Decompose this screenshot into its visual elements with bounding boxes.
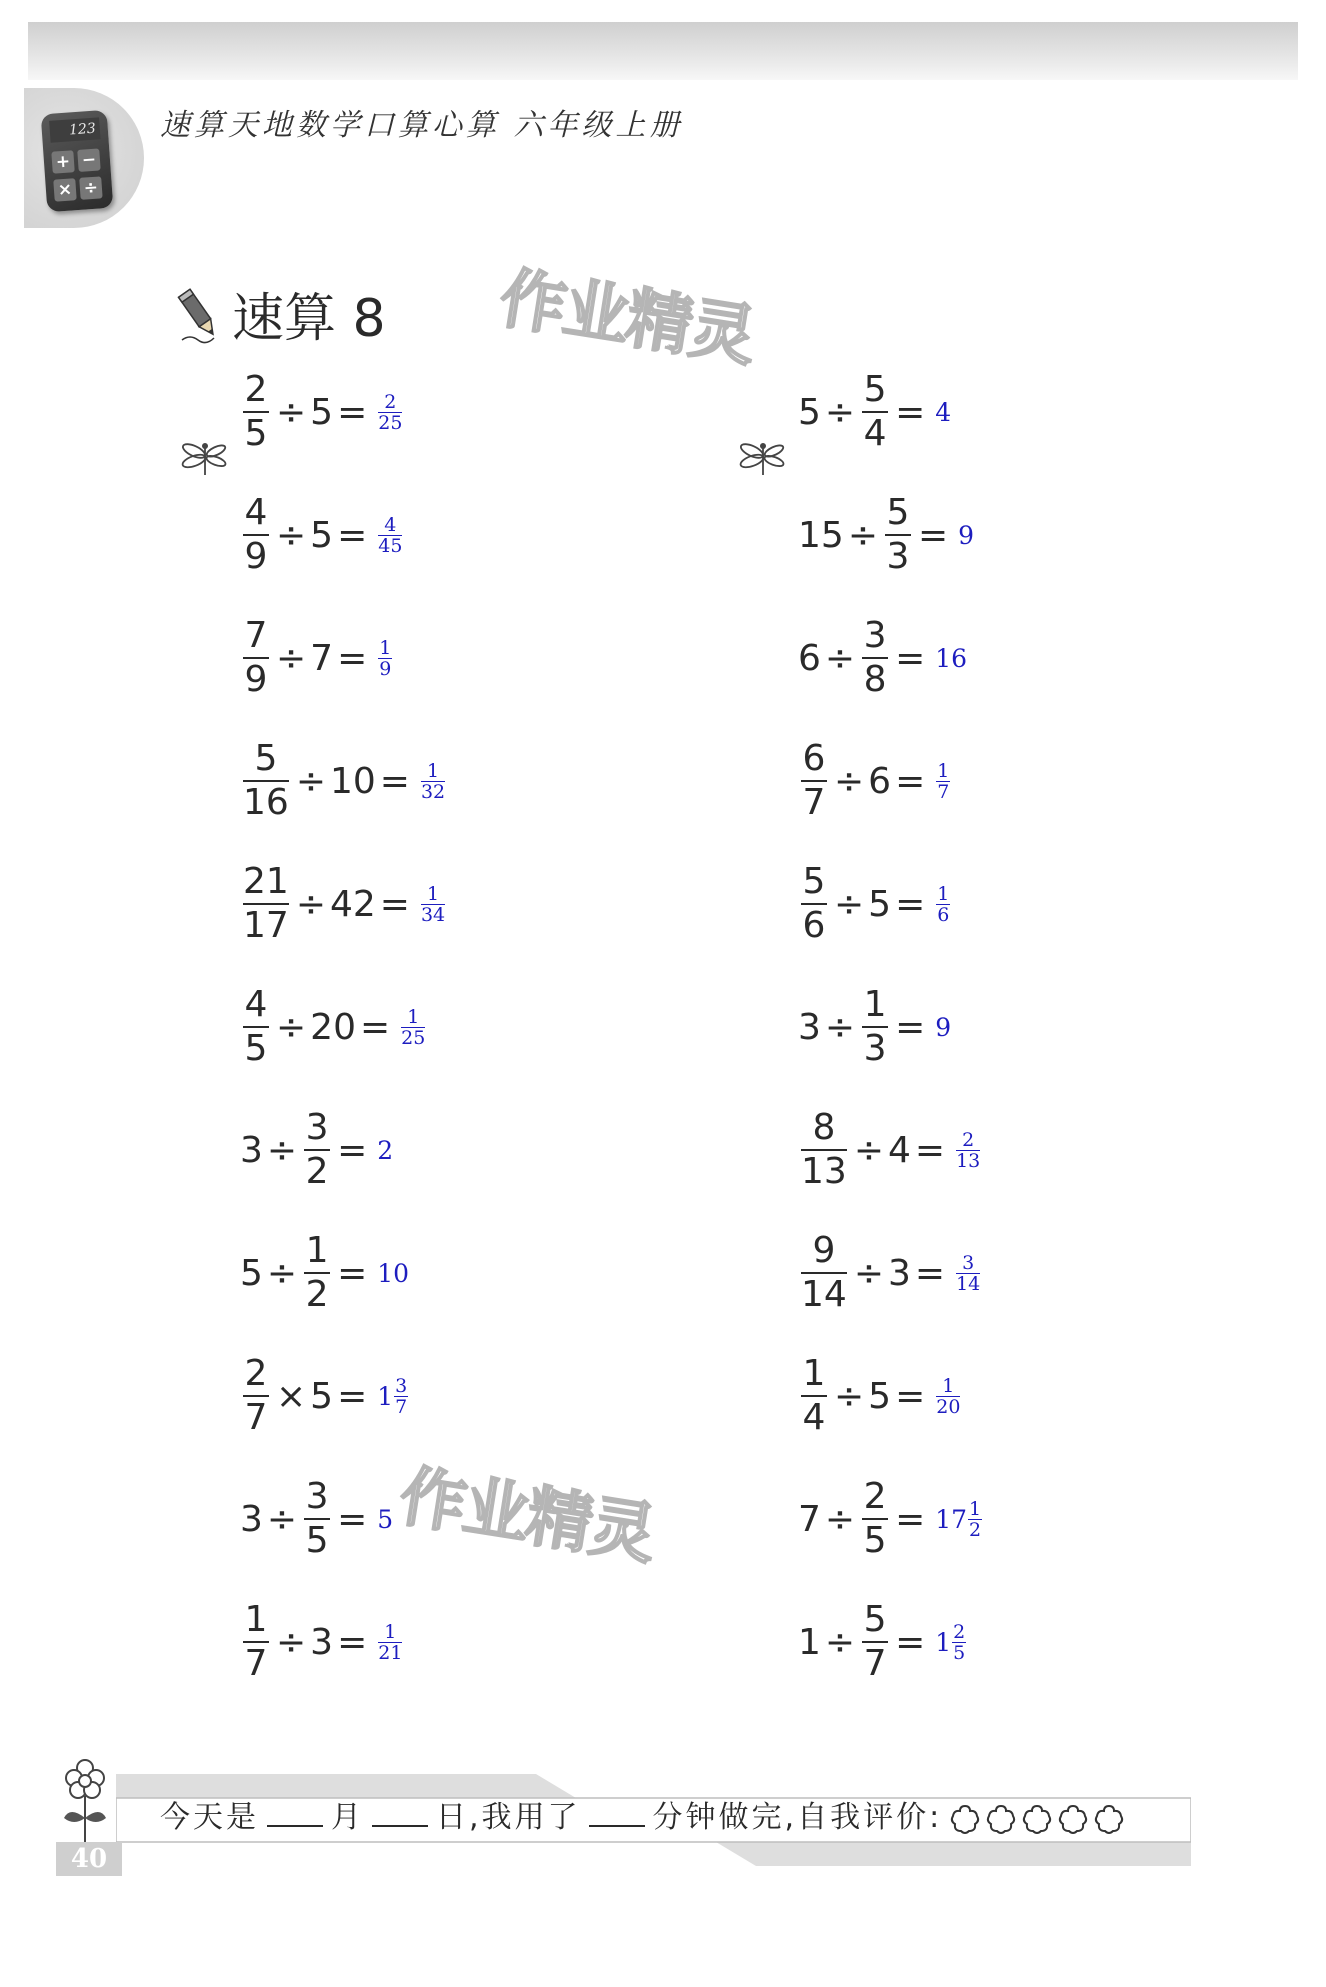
number: 5 <box>310 391 334 433</box>
operator: ÷ <box>834 883 865 925</box>
handwritten-answer <box>935 761 950 802</box>
answer-numerator: 4 <box>384 513 397 536</box>
denominator: 13 <box>801 1151 847 1192</box>
fraction <box>801 1230 847 1316</box>
minutes-blank[interactable] <box>589 1799 645 1827</box>
answer-whole: 17 <box>935 1504 968 1534</box>
operator: = <box>379 883 410 925</box>
answer-whole: 1 <box>377 1381 394 1411</box>
problem-right-1 <box>798 367 951 457</box>
number: 15 <box>798 514 844 556</box>
operator: ÷ <box>266 1252 298 1294</box>
watermark: 作业精灵 <box>494 259 760 376</box>
answer-numerator: 3 <box>395 1374 408 1397</box>
operator: ÷ <box>853 1129 884 1171</box>
answer-denominator: 34 <box>420 903 446 926</box>
handwritten-answer <box>420 761 445 802</box>
calculator-screen: 123 <box>49 117 100 142</box>
handwritten-answer <box>935 1499 982 1540</box>
problem-left-4 <box>240 736 445 826</box>
problem-right-4 <box>798 736 950 826</box>
numerator: 2 <box>244 369 268 410</box>
answer-whole: 2 <box>377 1135 394 1165</box>
answer-numerator: 1 <box>937 759 950 782</box>
number: 6 <box>868 760 892 802</box>
problem-left-6 <box>240 982 425 1072</box>
number: 3 <box>240 1498 263 1540</box>
operator: ÷ <box>824 637 856 679</box>
problem-right-5 <box>798 859 950 949</box>
fraction <box>801 1353 827 1439</box>
problem-left-2 <box>240 490 402 580</box>
operator: ÷ <box>295 883 326 925</box>
page-number: 40 <box>56 1842 122 1876</box>
answer-denominator: 2 <box>969 1518 982 1541</box>
numerator: 7 <box>244 615 268 656</box>
denominator: 3 <box>886 536 910 577</box>
operator: = <box>895 883 926 925</box>
number: 5 <box>868 1375 892 1417</box>
number: 5 <box>798 391 821 433</box>
answer-numerator: 1 <box>407 1005 420 1028</box>
fraction <box>801 1107 847 1193</box>
fraction <box>243 738 289 824</box>
answer-numerator: 1 <box>427 882 440 905</box>
problem-left-5 <box>240 859 445 949</box>
answer-whole: 1 <box>935 1627 952 1657</box>
answer-fraction <box>952 1622 966 1663</box>
handwritten-answer <box>935 884 950 925</box>
watermark: 作业精灵 <box>394 1457 660 1574</box>
fraction <box>801 738 827 824</box>
problem-left-10 <box>240 1474 393 1564</box>
denominator: 7 <box>244 1643 268 1684</box>
numerator: 8 <box>812 1107 836 1148</box>
answer-fraction <box>401 1007 425 1048</box>
denominator: 5 <box>305 1520 329 1561</box>
numerator: 1 <box>244 1599 268 1640</box>
operator: = <box>914 1129 946 1171</box>
number: 1 <box>798 1621 821 1663</box>
problem-right-8 <box>798 1228 980 1318</box>
flower-decoration-icon <box>56 1756 114 1848</box>
answer-fraction <box>378 1622 402 1663</box>
fraction <box>243 984 269 1070</box>
handwritten-answer <box>420 884 445 925</box>
operator: ÷ <box>834 760 865 802</box>
operator: = <box>337 514 368 556</box>
operator: ÷ <box>276 637 307 679</box>
answer-denominator: 6 <box>937 903 950 926</box>
number: 3 <box>240 1129 263 1171</box>
answer-denominator: 9 <box>379 657 392 680</box>
answer-numerator: 2 <box>953 1620 966 1643</box>
problem-left-9 <box>240 1351 408 1441</box>
operator: ÷ <box>276 514 307 556</box>
problem-right-10 <box>798 1474 982 1564</box>
number: 3 <box>798 1006 821 1048</box>
answer-numerator: 1 <box>384 1620 397 1643</box>
number: 3 <box>887 1252 911 1294</box>
answer-denominator: 20 <box>936 1395 961 1418</box>
answer-numerator: 1 <box>379 636 392 659</box>
operator: = <box>895 1621 926 1663</box>
answer-whole: 10 <box>377 1258 410 1288</box>
numerator: 2 <box>244 1353 268 1394</box>
number: 20 <box>310 1006 356 1048</box>
operator: ÷ <box>266 1498 298 1540</box>
fraction <box>243 615 269 701</box>
fraction <box>243 369 269 455</box>
operator: = <box>359 1006 391 1048</box>
handwritten-answer <box>377 1505 393 1534</box>
answer-numerator: 1 <box>937 882 950 905</box>
problem-right-9 <box>798 1351 960 1441</box>
fraction <box>243 492 269 578</box>
operator: ÷ <box>847 514 878 556</box>
operator: ÷ <box>295 760 326 802</box>
calculator-icon <box>41 110 114 212</box>
operator: ÷ <box>824 391 856 433</box>
operator: = <box>914 1252 946 1294</box>
numerator: 1 <box>863 984 887 1025</box>
operator: ÷ <box>276 1006 307 1048</box>
number: 5 <box>240 1252 263 1294</box>
number: 10 <box>329 760 376 802</box>
fraction <box>243 861 289 947</box>
fraction <box>801 861 827 947</box>
numerator: 5 <box>863 369 887 410</box>
numerator: 3 <box>305 1107 329 1148</box>
denominator: 5 <box>244 1028 268 1069</box>
operator: ÷ <box>824 1621 856 1663</box>
answer-denominator: 25 <box>401 1026 426 1049</box>
day-blank[interactable] <box>372 1799 428 1827</box>
self-evaluation-line <box>160 1792 1126 1836</box>
denominator: 4 <box>863 413 887 454</box>
operator: = <box>895 1375 926 1417</box>
answer-whole: 5 <box>377 1504 394 1534</box>
answer-denominator: 7 <box>395 1395 408 1418</box>
denominator: 14 <box>801 1274 847 1315</box>
divide-key-icon: ÷ <box>79 176 102 199</box>
number: 7 <box>798 1498 821 1540</box>
operator: = <box>895 760 926 802</box>
operator: ÷ <box>824 1498 856 1540</box>
answer-whole: 9 <box>958 520 975 550</box>
operator: = <box>895 391 926 433</box>
dragonfly-icon <box>738 437 788 477</box>
answer-fraction <box>378 392 402 433</box>
denominator: 7 <box>802 782 826 823</box>
fraction <box>243 1353 269 1439</box>
numerator: 6 <box>802 738 826 779</box>
answer-fraction <box>956 1253 980 1294</box>
denominator: 2 <box>305 1274 329 1315</box>
denominator: 3 <box>863 1028 887 1069</box>
operator: = <box>337 391 368 433</box>
handwritten-answer <box>935 398 951 427</box>
operator: ÷ <box>266 1129 298 1171</box>
denominator: 6 <box>802 905 826 946</box>
numerator: 4 <box>244 492 268 533</box>
answer-fraction <box>421 884 445 925</box>
fraction <box>243 1599 269 1685</box>
number: 7 <box>310 637 334 679</box>
answer-numerator: 1 <box>969 1497 982 1520</box>
handwritten-answer <box>377 1136 393 1165</box>
rating-flower-icon[interactable] <box>1092 1802 1126 1836</box>
handwritten-answer <box>935 644 967 673</box>
numerator: 5 <box>886 492 910 533</box>
problem-right-11 <box>798 1597 966 1687</box>
handwritten-answer <box>400 1007 425 1048</box>
number: 42 <box>329 883 376 925</box>
answer-whole: 4 <box>935 397 952 427</box>
number: 4 <box>887 1129 911 1171</box>
handwritten-answer <box>935 1376 960 1417</box>
operator: = <box>917 514 949 556</box>
problem-right-3 <box>798 613 967 703</box>
rating-flowers <box>948 1802 1126 1836</box>
numerator: 2 <box>863 1476 887 1517</box>
answer-fraction <box>936 761 950 802</box>
numerator: 4 <box>244 984 268 1025</box>
problem-left-3 <box>240 613 392 703</box>
operator: ÷ <box>824 1006 856 1048</box>
minus-key-icon: − <box>77 148 100 171</box>
numerator: 9 <box>812 1230 836 1271</box>
answer-numerator: 3 <box>962 1251 975 1274</box>
fraction <box>862 984 888 1070</box>
answer-denominator: 25 <box>378 411 403 434</box>
answer-whole: 9 <box>935 1012 952 1042</box>
numerator: 21 <box>243 861 289 902</box>
numerator: 3 <box>863 615 887 656</box>
number: 6 <box>798 637 821 679</box>
handwritten-answer <box>955 1130 980 1171</box>
answer-denominator: 45 <box>378 534 403 557</box>
answer-denominator: 5 <box>953 1641 966 1664</box>
answer-numerator: 2 <box>962 1128 975 1151</box>
problem-right-2 <box>798 490 974 580</box>
fraction <box>304 1230 330 1316</box>
rating-flower-icon[interactable] <box>948 1802 982 1836</box>
fraction <box>862 615 888 701</box>
today-label: 今天是 <box>160 1800 259 1835</box>
numerator: 1 <box>802 1353 826 1394</box>
answer-denominator: 14 <box>956 1272 981 1295</box>
answer-numerator: 1 <box>942 1374 955 1397</box>
operator: = <box>337 1498 368 1540</box>
dragonfly-icon <box>180 437 230 477</box>
handwritten-answer <box>377 1376 408 1417</box>
answer-numerator: 2 <box>384 390 397 413</box>
operator: = <box>895 637 926 679</box>
fraction <box>862 369 888 455</box>
minutes-done-label: 分钟做完, <box>652 1800 798 1835</box>
book-title: 速算天地数学口算心算 六年级上册 <box>160 108 684 143</box>
handwritten-answer <box>935 1013 951 1042</box>
i-used-label: 我用了 <box>481 1800 581 1835</box>
fraction <box>862 1476 888 1562</box>
operator: ÷ <box>853 1252 884 1294</box>
denominator: 4 <box>802 1397 826 1438</box>
numerator: 5 <box>863 1599 887 1640</box>
pencil-icon <box>176 284 224 344</box>
answer-denominator: 7 <box>937 780 950 803</box>
operator: = <box>379 760 410 802</box>
answer-fraction <box>936 1376 960 1417</box>
answer-fraction <box>968 1499 982 1540</box>
rating-flower-icon[interactable] <box>1020 1802 1054 1836</box>
operator: = <box>337 1252 368 1294</box>
answer-fraction <box>378 515 402 556</box>
numerator: 5 <box>254 738 278 779</box>
handwritten-answer <box>377 515 402 556</box>
times-key-icon: × <box>53 178 76 201</box>
denominator: 2 <box>305 1151 329 1192</box>
section-title: 速算 8 <box>232 289 386 349</box>
denominator: 7 <box>863 1643 887 1684</box>
number: 5 <box>310 1375 334 1417</box>
handwritten-answer <box>935 1622 966 1663</box>
operator: = <box>895 1006 926 1048</box>
self-eval-label: 自我评价: <box>797 1800 943 1835</box>
fraction <box>862 1599 888 1685</box>
number: 3 <box>310 1621 334 1663</box>
fraction <box>304 1107 330 1193</box>
day-label: 日, <box>436 1800 482 1835</box>
denominator: 17 <box>243 905 289 946</box>
problem-right-7 <box>798 1105 980 1195</box>
handwritten-answer <box>377 392 402 433</box>
handwritten-answer <box>955 1253 980 1294</box>
operator: ÷ <box>276 391 307 433</box>
answer-denominator: 21 <box>378 1641 403 1664</box>
answer-fraction <box>936 884 950 925</box>
problem-left-7 <box>240 1105 393 1195</box>
answer-denominator: 32 <box>420 780 446 803</box>
denominator: 9 <box>244 659 268 700</box>
plus-key-icon: + <box>51 150 74 173</box>
number: 5 <box>868 883 892 925</box>
operator: = <box>895 1498 926 1540</box>
handwritten-answer <box>377 1259 409 1288</box>
operator: = <box>337 637 368 679</box>
fraction <box>885 492 911 578</box>
operator: = <box>337 1129 368 1171</box>
operator: ÷ <box>276 1621 307 1663</box>
operator: × <box>276 1375 307 1417</box>
month-label: 月 <box>331 1800 364 1835</box>
answer-fraction <box>394 1376 408 1417</box>
numerator: 1 <box>305 1230 329 1271</box>
handwritten-answer <box>377 638 392 679</box>
number: 5 <box>310 514 334 556</box>
problem-left-8 <box>240 1228 409 1318</box>
numerator: 3 <box>305 1476 329 1517</box>
denominator: 8 <box>863 659 887 700</box>
problem-right-6 <box>798 982 951 1072</box>
header-band <box>28 22 1298 80</box>
answer-denominator: 13 <box>956 1149 981 1172</box>
denominator: 5 <box>244 413 268 454</box>
problem-left-1 <box>240 367 402 457</box>
answer-numerator: 1 <box>427 759 440 782</box>
rating-flower-icon[interactable] <box>984 1802 1018 1836</box>
answer-fraction <box>421 761 445 802</box>
denominator: 9 <box>244 536 268 577</box>
denominator: 16 <box>243 782 289 823</box>
answer-whole: 16 <box>935 643 968 673</box>
operator: = <box>337 1375 368 1417</box>
operator: ÷ <box>834 1375 865 1417</box>
operator: = <box>337 1621 368 1663</box>
handwritten-answer <box>377 1622 402 1663</box>
denominator: 7 <box>244 1397 268 1438</box>
answer-fraction <box>956 1130 980 1171</box>
fraction <box>304 1476 330 1562</box>
denominator: 5 <box>863 1520 887 1561</box>
answer-fraction <box>378 638 392 679</box>
handwritten-answer <box>958 521 974 550</box>
problem-left-11 <box>240 1597 402 1687</box>
rating-flower-icon[interactable] <box>1056 1802 1090 1836</box>
month-blank[interactable] <box>267 1799 323 1827</box>
numerator: 5 <box>802 861 826 902</box>
